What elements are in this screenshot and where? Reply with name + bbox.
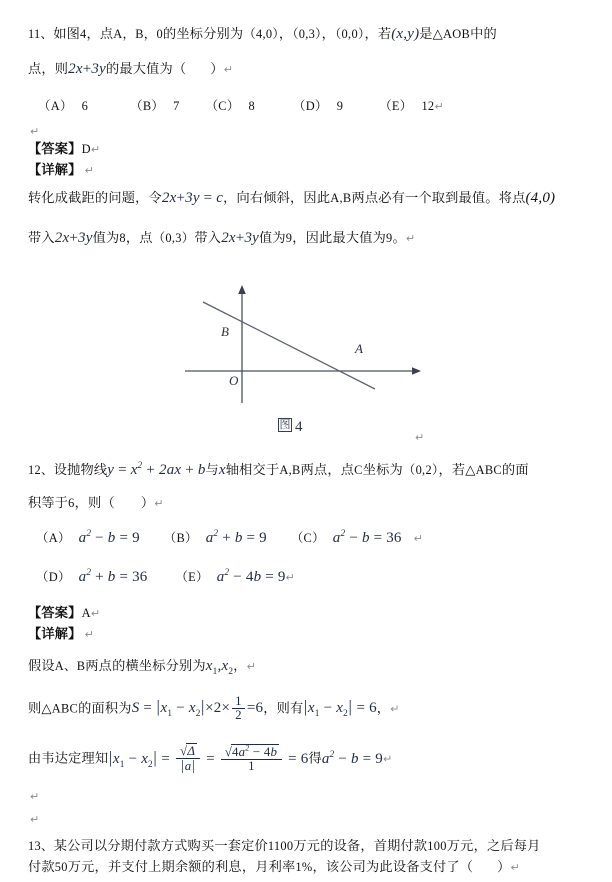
q12-stem-text-8: 积等于	[28, 496, 69, 511]
q11-answer-label: 【答案】	[28, 142, 82, 157]
q11-sol2-text-2: 值为	[92, 231, 120, 246]
q11-stem-text-6: 中的	[470, 27, 497, 42]
q11-stem-text-1: 如图	[53, 27, 81, 42]
q12-choice-b-expr[interactable]: $a^2 + b = 9$	[205, 529, 267, 546]
q11-sol1-text-1: 转化成截距的问题，令	[28, 191, 162, 206]
q12-triangle-abc: ABC	[475, 463, 502, 477]
figure-caption-number: 4	[295, 419, 303, 435]
q12-solution-line-3	[28, 745, 392, 774]
q12-choice-d-tag[interactable]: （D）	[36, 570, 71, 584]
pilcrow-mark: ↵	[285, 571, 295, 584]
pilcrow-mark: ↵	[405, 232, 416, 245]
q11-choice-c-value[interactable]: 8	[248, 99, 256, 113]
q11-points: A，B，0	[113, 27, 163, 41]
q11-number: 11、	[28, 27, 54, 41]
figure-4-svg	[185, 285, 425, 410]
q12-sol2-text-4: ，	[376, 701, 391, 717]
pilcrow-mark: ↵	[84, 628, 94, 641]
pilcrow-mark: ↵	[223, 63, 233, 76]
pilcrow-mark: ↵	[84, 164, 94, 177]
q12-choices-row-1	[36, 531, 423, 546]
pilcrow-mark: ↵	[90, 143, 101, 156]
figure-label-b: B	[221, 324, 229, 339]
q12-sol2-area-equation: $S = |x_1 - x_2|\times 2\times$ $\frac{1}{2}$ =6	[131, 694, 264, 723]
q11-sol2-expr-1: 2x+3y	[54, 230, 93, 246]
q12-x-var: x	[218, 462, 226, 478]
q11-answer-value: D	[81, 142, 91, 156]
q11-objective-expr: 2x+3y	[68, 61, 106, 77]
pilcrow-mark: ↵	[30, 790, 40, 803]
q11-choice-e-tag[interactable]: （E）	[379, 99, 413, 113]
q12-explain-row	[28, 627, 94, 641]
q12-choices-row-2	[36, 570, 295, 585]
x-axis-arrow-icon	[412, 367, 421, 375]
q11-sol2-expr-2: 2x+3y	[221, 230, 259, 246]
q11-stem-line-2	[28, 62, 233, 77]
pilcrow-mark: ↵	[30, 125, 40, 138]
q11-sol1-point: (4,0)	[525, 190, 556, 206]
q13-text-7: ）	[497, 860, 511, 875]
blank-line-2	[30, 812, 39, 826]
q12-sol3-text-2: 得	[308, 751, 322, 767]
q11-choice-c-tag[interactable]: （C）	[205, 99, 240, 113]
q12-sol2-text-2: 的面积为	[78, 701, 132, 717]
q11-sol2-text-1: 带入	[28, 231, 55, 246]
q12-choice-c-expr[interactable]: $a^2 - b = 36$	[332, 529, 402, 546]
q12-stem-text-9: ，则（	[74, 496, 115, 511]
q12-choice-d-expr[interactable]: $a^2 + b = 36$	[78, 568, 148, 585]
q11-stem-text-4: ，若	[364, 27, 392, 42]
q12-ab: A,B	[279, 463, 301, 477]
q11-sol2-text-5: 值为	[259, 231, 286, 246]
pilcrow-mark: ↵	[246, 660, 256, 673]
q11-sol2-point: （0,3）	[152, 231, 195, 245]
q12-sol1-vars: $x_1,x_2$	[205, 658, 234, 677]
q12-sol2-text-1: 则△	[28, 701, 52, 717]
figure-label-o: O	[229, 373, 239, 388]
q12-answer-label: 【答案】	[28, 606, 82, 621]
q11-sol2-value-3: 9	[386, 231, 393, 245]
q12-choice-a-expr[interactable]: $a^2 - b = 9$	[78, 529, 140, 546]
q11-sol2-text-4: 带入	[194, 231, 222, 246]
q13-text-1: 某公司以分期付款方式购买一套定价	[53, 839, 268, 854]
q13-text-6: ，该公司为此设备支付了（	[312, 860, 474, 875]
q12-stem-line-1	[28, 463, 529, 478]
q11-comma-2: ，	[321, 27, 336, 42]
q13-text-4: 付款	[28, 860, 55, 875]
q11-sol1-ab: A,B	[330, 191, 352, 205]
q12-sol2-tri: ABC	[51, 701, 79, 716]
q12-number: 12、	[28, 463, 54, 477]
pilcrow-mark: ↵	[382, 752, 393, 766]
q11-stem-text-3: 的坐标分别为	[163, 27, 244, 42]
q11-triangle-aob: AOB	[443, 27, 471, 41]
y-axis-arrow-icon	[238, 285, 246, 294]
q12-coord-c: （0,2）	[402, 463, 439, 477]
q13-text-2: 万元的设备，首期付款	[293, 839, 428, 854]
q12-answer-value: A	[81, 606, 91, 620]
q11-choice-b-tag[interactable]: （B）	[130, 99, 165, 113]
q11-sol2-text-6: ，因此最大值为	[292, 231, 386, 246]
q12-choice-e-tag[interactable]: （E）	[175, 570, 209, 584]
q12-stem-line-2	[28, 496, 163, 510]
q12-sol3-text-1: 由韦达定理知	[28, 751, 109, 767]
q11-sol1-equation: 2x+3y = c	[161, 190, 224, 206]
pilcrow-mark: ↵	[510, 861, 520, 874]
pilcrow-mark: ↵	[415, 431, 425, 444]
q11-explain-row	[28, 163, 94, 177]
q11-stem-text-2: ，点	[86, 27, 114, 42]
q11-explain-label: 【详解】	[28, 163, 82, 178]
q13-stem-line-1	[28, 839, 541, 853]
q11-choice-a-tag[interactable]: （A）	[38, 99, 73, 113]
q11-sol2-text-7: 。	[392, 231, 406, 246]
q11-choices-row	[38, 99, 444, 113]
q11-choice-d-value[interactable]: 9	[336, 99, 344, 113]
q12-stem-text-6: ，若△	[438, 463, 476, 478]
pilcrow-mark: ↵	[413, 532, 423, 545]
q11-stem-text-5: 是△	[419, 27, 444, 42]
q12-sol1-text-3: ，	[233, 659, 247, 674]
q11-answer-row	[28, 142, 100, 156]
q12-choice-a-tag[interactable]: （A）	[36, 531, 71, 545]
q13-text-3: 万元，之后每月	[446, 839, 541, 854]
q13-price-value: 1100	[267, 839, 294, 853]
q13-stem-line-2	[28, 860, 520, 874]
figure-4-graph	[185, 285, 425, 410]
q12-sol2-text-3: ，则有	[263, 701, 304, 717]
q11-coord-1: （4,0）	[243, 27, 279, 41]
q12-sol3-vieta-equation: $|x_1 - x_2|$ = $\frac{√\Delta}{|a|}$ = $\frac{√4a^2 - 4b}{1}$ = 6	[108, 743, 309, 775]
q12-stem-text-5: 坐标为	[362, 463, 403, 478]
q12-stem-text-4: 两点，点	[300, 463, 355, 478]
q12-sol1-text-1: 假设	[28, 659, 55, 674]
q11-stem-line-1	[28, 27, 497, 42]
blank-line-1	[30, 789, 39, 803]
figure-caption-cjk-glyph: 图	[279, 418, 291, 431]
pilcrow-mark: ↵	[390, 702, 400, 716]
q11-figure-ref: 4	[80, 27, 87, 41]
q11-sol2-value-1: 8	[119, 231, 126, 245]
q13-rate-value: 1%	[295, 860, 313, 874]
q12-solution-line-1	[28, 658, 256, 677]
q11-comma-1: ，	[278, 27, 293, 42]
q12-solution-line-2	[28, 695, 399, 722]
q12-answer-row	[28, 606, 100, 620]
q12-explain-label: 【详解】	[28, 627, 82, 642]
q11-stem-text-8: 的最大值为（	[105, 62, 187, 77]
q12-stem-text-2: 与	[205, 463, 219, 478]
q13-monthly-value: 50	[54, 860, 68, 874]
q11-sol1-text-3: 两点必有一个取到最值。将点	[351, 191, 526, 206]
q11-stem-text-7: 点，则	[28, 62, 69, 77]
figure-trailing-pilcrow	[415, 430, 424, 444]
q12-choice-c-tag[interactable]: （C）	[290, 531, 325, 545]
q11-choice-a-value[interactable]: 6	[81, 99, 89, 113]
q11-choice-e-value[interactable]: 12	[421, 99, 435, 113]
figure-caption	[278, 418, 303, 436]
q12-sol1-text-2: 两点的横坐标分别为	[85, 659, 206, 674]
q12-stem-text-10: ）	[140, 496, 155, 511]
q12-stem-text-3: 轴相交于	[225, 463, 280, 478]
q11-choice-d-tag[interactable]: （D）	[293, 99, 328, 113]
q12-choice-b-tag[interactable]: （B）	[163, 531, 198, 545]
q11-solution-line-1	[28, 191, 555, 206]
q13-downpayment-value: 100	[427, 839, 447, 853]
q12-parabola-equation: $y = x^2 + 2ax + b$	[107, 461, 206, 478]
q12-sol1-ab: A、B	[54, 659, 86, 673]
q13-number: 13、	[28, 839, 54, 853]
q12-area-value: 6	[68, 496, 75, 510]
q11-blank-line	[30, 124, 39, 138]
q12-c: C	[354, 463, 363, 477]
q12-sol3-result: $a^2 - b = 9$	[321, 749, 383, 767]
pilcrow-mark: ↵	[154, 497, 164, 510]
q12-stem-text-1: 设抛物线	[53, 463, 108, 478]
q11-choice-b-value[interactable]: 7	[173, 99, 180, 113]
figure-label-a: A	[355, 341, 363, 356]
q11-coord-2: （0,3）	[292, 27, 322, 41]
pilcrow-mark: ↵	[434, 100, 444, 113]
q12-sol2-abs-equation: $|x_1 - x_2| = 6$	[303, 697, 377, 720]
q11-sol2-text-3: ，点	[125, 231, 153, 246]
pilcrow-mark: ↵	[30, 813, 40, 826]
q11-sol2-value-2: 9	[285, 231, 293, 245]
pilcrow-mark: ↵	[90, 607, 101, 620]
q13-text-5: 万元，并支付上期余额的利息，月利率	[67, 860, 296, 875]
q11-stem-text-9: ）	[210, 62, 224, 77]
q11-xy-pair: (x,y)	[391, 26, 420, 42]
q11-sol1-text-2: ，向右倾斜，因此	[223, 191, 331, 206]
q12-choice-e-expr[interactable]: $a^2 - 4b = 9$	[216, 568, 286, 585]
q11-solution-line-2	[28, 231, 415, 246]
q11-coord-3: （0,0）	[335, 27, 365, 41]
q12-stem-text-7: 的面	[501, 463, 529, 478]
